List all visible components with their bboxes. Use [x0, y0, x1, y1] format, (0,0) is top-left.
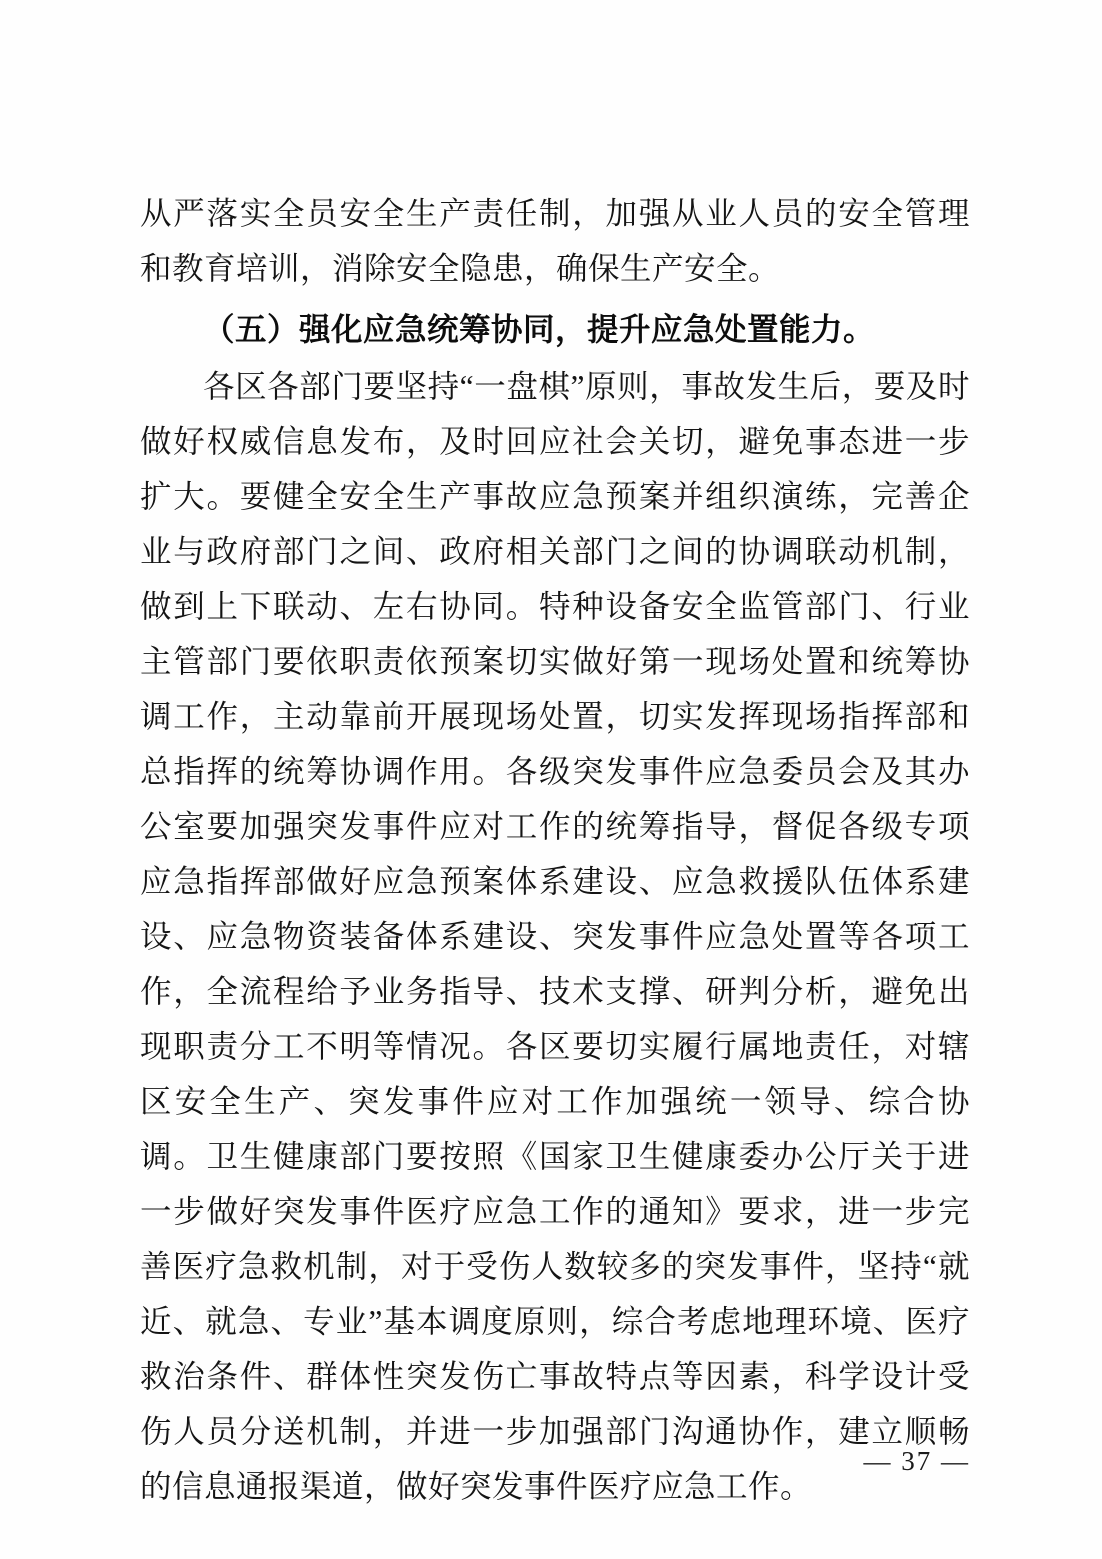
paragraph-body: 各区各部门要坚持“一盘棋”原则，事故发生后，要及时做好权威信息发布，及时回应社会关切，避免事态进一步扩大。要健全安全生产事故应急预案并组织演练，完善企业与政府部门之间、政府相关部门之间的协调联动机制，做到上下联动、左右协同。特种设备安全监管部门、行业主管部门要依职责依预案切实做好第一现场处置和统筹协调工作，主动靠前开展现场处置，切实发挥现场指挥部和总指挥的统筹协调作用。各级突发事件应急委员会及其办公室要加强突发事件应对工作的统筹指导，督促各级专项应急指挥部做好应急预案体系建设、应急救援队伍体系建设、应急物资装备体系建设、突发事件应急处置等各项工作，全流程给予业务指导、技术支撑、研判分析，避免出现职责分工不明等情况。各区要切实履行属地责任，对辖区安全生产、突发事件应对工作加强统一领导、综合协调。卫生健康部门要按照《国家卫生健康委办公厅关于进一步做好突发事件医疗应急工作的通知》要求，进一步完善医疗急救机制，对于受伤人数较多的突发事件，坚持“就近、就急、专业”基本调度原则，综合考虑地理环境、医疗救治条件、群体性突发伤亡事故特点等因素，科学设计受伤人员分送机制，并进一步加强部门沟通协作，建立顺畅的信息通报渠道，做好突发事件医疗应急工作。 — [140, 369, 970, 1504]
page-number: — 37 — — [863, 1446, 970, 1476]
section-heading: （五）强化应急统筹协同，提升应急处置能力。 — [203, 312, 876, 347]
document-body — [140, 186, 970, 1514]
paragraph-continued: 从严落实全员安全生产责任制，加强从业人员的安全管理和教育培训，消除安全隐患，确保生产安全。 — [140, 196, 970, 286]
